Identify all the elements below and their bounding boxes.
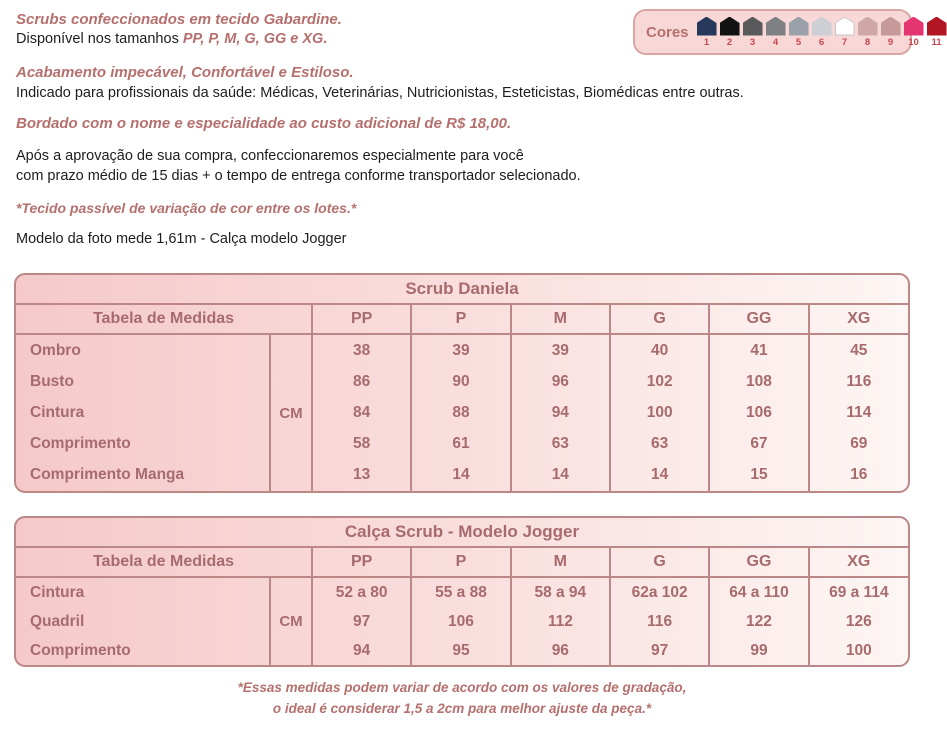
table-cell: 96 <box>511 636 610 665</box>
table-cell: 116 <box>809 367 908 398</box>
color-swatch-number: 6 <box>818 36 825 48</box>
color-option-9 <box>881 17 901 48</box>
table-row-cintura <box>16 577 908 607</box>
column-header-pp: PP <box>312 547 411 577</box>
scrub-daniela-size-table <box>14 273 910 493</box>
model-info-line: Modelo da foto mede 1,61m - Calça modelo Jogger <box>16 231 347 247</box>
color-option-3 <box>743 17 763 48</box>
table-cell: 14 <box>411 460 510 491</box>
table-row-ombro <box>16 334 908 367</box>
color-swatch-number: 11 <box>931 36 942 48</box>
table-cell: 106 <box>709 398 808 429</box>
table-cell: 94 <box>312 636 411 665</box>
finish-heading: Acabamento impecável, Confortável e Estiloso. <box>16 64 354 81</box>
unit-cell: CM <box>270 577 312 665</box>
color-option-5 <box>789 17 809 48</box>
grading-note-line-2: o ideal é considerar 1,5 a 2cm para melhor ajuste da peça.* <box>272 701 652 716</box>
color-swatch-number: 2 <box>726 36 733 48</box>
table-cell: 61 <box>411 429 510 460</box>
table-cell: 69 <box>809 429 908 460</box>
color-swatch-8-icon <box>858 17 878 36</box>
color-option-10 <box>904 17 924 48</box>
fabric-heading: Scrubs confeccionados em tecido Gabardine. <box>16 11 342 28</box>
grading-note-line-1: *Essas medidas podem variar de acordo com os valores de gradação, <box>237 680 687 695</box>
color-option-8 <box>858 17 878 48</box>
table-cell: 97 <box>312 607 411 636</box>
table-cell: 45 <box>809 334 908 367</box>
column-header-p: P <box>411 547 510 577</box>
table-cell: 102 <box>610 367 709 398</box>
professionals-line: Indicado para profissionais da saúde: Médicas, Veterinárias, Nutricionistas, Esteticistas, Biomédicas entre outras. <box>16 85 744 101</box>
column-header-g: G <box>610 547 709 577</box>
table-cell: 14 <box>610 460 709 491</box>
table-cell: 86 <box>312 367 411 398</box>
table-cell: 94 <box>511 398 610 429</box>
color-swatch-number: 8 <box>864 36 871 48</box>
table-cell: 39 <box>411 334 510 367</box>
measures-header: Tabela de Medidas <box>16 547 312 577</box>
column-header-gg: GG <box>709 304 808 334</box>
column-header-m: M <box>511 304 610 334</box>
table-cell: 15 <box>709 460 808 491</box>
color-swatch-11-icon <box>927 17 947 36</box>
table-title-row <box>16 275 908 304</box>
row-label: Cintura <box>30 404 85 422</box>
row-label: Comprimento <box>30 641 131 659</box>
table-header-row <box>16 304 908 334</box>
column-header-xg: XG <box>809 547 908 577</box>
color-swatch-number: 1 <box>703 36 710 48</box>
color-swatch-number: 4 <box>772 36 779 48</box>
color-option-6 <box>812 17 832 48</box>
color-swatch-4-icon <box>766 17 786 36</box>
table-cell: 100 <box>610 398 709 429</box>
sizes-line-sizes: PP, P, M, G, GG e XG. <box>182 31 328 47</box>
table-row-cintura <box>16 398 908 429</box>
color-option-2 <box>720 17 740 48</box>
color-swatch-2-icon <box>720 17 740 36</box>
table-cell: 90 <box>411 367 510 398</box>
unit-cell: CM <box>270 334 312 491</box>
table-cell: 112 <box>511 607 610 636</box>
row-label: Busto <box>30 373 74 391</box>
row-label: Cintura <box>30 583 85 601</box>
calca-jogger-size-table <box>14 516 910 667</box>
column-header-m: M <box>511 547 610 577</box>
color-swatch-6-icon <box>812 17 832 36</box>
color-swatch-1-icon <box>697 17 717 36</box>
table-cell: 88 <box>411 398 510 429</box>
fabric-variation-note: *Tecido passível de variação de cor entre os lotes.* <box>16 200 357 216</box>
column-header-pp: PP <box>312 304 411 334</box>
table-cell: 67 <box>709 429 808 460</box>
table-cell: 114 <box>809 398 908 429</box>
color-swatch-3-icon <box>743 17 763 36</box>
grading-note <box>0 677 924 719</box>
colors-panel <box>633 9 942 55</box>
color-option-7 <box>835 17 855 48</box>
table-cell: 58 a 94 <box>511 577 610 607</box>
row-label: Quadril <box>30 612 85 630</box>
color-option-11 <box>927 17 947 48</box>
color-swatch-7-icon <box>835 17 855 36</box>
table-cell: 58 <box>312 429 411 460</box>
color-option-1 <box>697 17 717 48</box>
column-header-g: G <box>610 304 709 334</box>
colors-panel-label: Cores <box>646 23 689 41</box>
color-swatch-number: 10 <box>908 36 919 48</box>
table-cell: 63 <box>610 429 709 460</box>
table-cell: 64 a 110 <box>709 577 808 607</box>
table-cell: 55 a 88 <box>411 577 510 607</box>
color-option-4 <box>766 17 786 48</box>
table-cell: 122 <box>709 607 808 636</box>
table-title: Scrub Daniela <box>16 275 908 304</box>
color-swatch-9-icon <box>881 17 901 36</box>
color-swatch-number: 7 <box>841 36 848 48</box>
table-cell: 116 <box>610 607 709 636</box>
table-cell: 108 <box>709 367 808 398</box>
production-line-2: com prazo médio de 15 dias + o tempo de entrega conforme transportador selecionado. <box>16 168 581 184</box>
table-cell: 16 <box>809 460 908 491</box>
measures-header: Tabela de Medidas <box>16 304 312 334</box>
row-label: Comprimento Manga <box>30 466 185 484</box>
table-cell: 52 a 80 <box>312 577 411 607</box>
table-cell: 41 <box>709 334 808 367</box>
table-cell: 14 <box>511 460 610 491</box>
table-cell: 40 <box>610 334 709 367</box>
color-swatch-row <box>697 17 947 48</box>
color-swatch-5-icon <box>789 17 809 36</box>
table-cell: 39 <box>511 334 610 367</box>
table-cell: 69 a 114 <box>809 577 908 607</box>
table-cell: 13 <box>312 460 411 491</box>
table-cell: 95 <box>411 636 510 665</box>
table-row-comprimento <box>16 636 908 665</box>
table-cell: 126 <box>809 607 908 636</box>
table-cell: 63 <box>511 429 610 460</box>
row-label: Ombro <box>30 341 81 359</box>
table-cell: 96 <box>511 367 610 398</box>
table-row-quadril <box>16 607 908 636</box>
color-swatch-number: 3 <box>749 36 756 48</box>
table-title: Calça Scrub - Modelo Jogger <box>16 518 908 547</box>
table-title-row <box>16 518 908 547</box>
table-cell: 99 <box>709 636 808 665</box>
color-swatch-number: 9 <box>887 36 894 48</box>
table-row-busto <box>16 367 908 398</box>
column-header-xg: XG <box>809 304 908 334</box>
sizes-line <box>16 31 327 47</box>
table-cell: 100 <box>809 636 908 665</box>
sizes-line-prefix: Disponível nos tamanhos <box>16 31 183 47</box>
embroidery-heading: Bordado com o nome e especialidade ao custo adicional de R$ 18,00. <box>16 115 512 132</box>
table-cell: 97 <box>610 636 709 665</box>
table-header-row <box>16 547 908 577</box>
table-cell: 106 <box>411 607 510 636</box>
color-swatch-number: 5 <box>795 36 802 48</box>
column-header-p: P <box>411 304 510 334</box>
table-cell: 62a 102 <box>610 577 709 607</box>
column-header-gg: GG <box>709 547 808 577</box>
table-cell: 84 <box>312 398 411 429</box>
color-swatch-10-icon <box>904 17 924 36</box>
table-row-comprimento-manga <box>16 460 908 491</box>
production-line-1: Após a aprovação de sua compra, confeccionaremos especialmente para você <box>16 148 524 164</box>
table-cell: 38 <box>312 334 411 367</box>
table-row-comprimento <box>16 429 908 460</box>
row-label: Comprimento <box>30 435 131 453</box>
